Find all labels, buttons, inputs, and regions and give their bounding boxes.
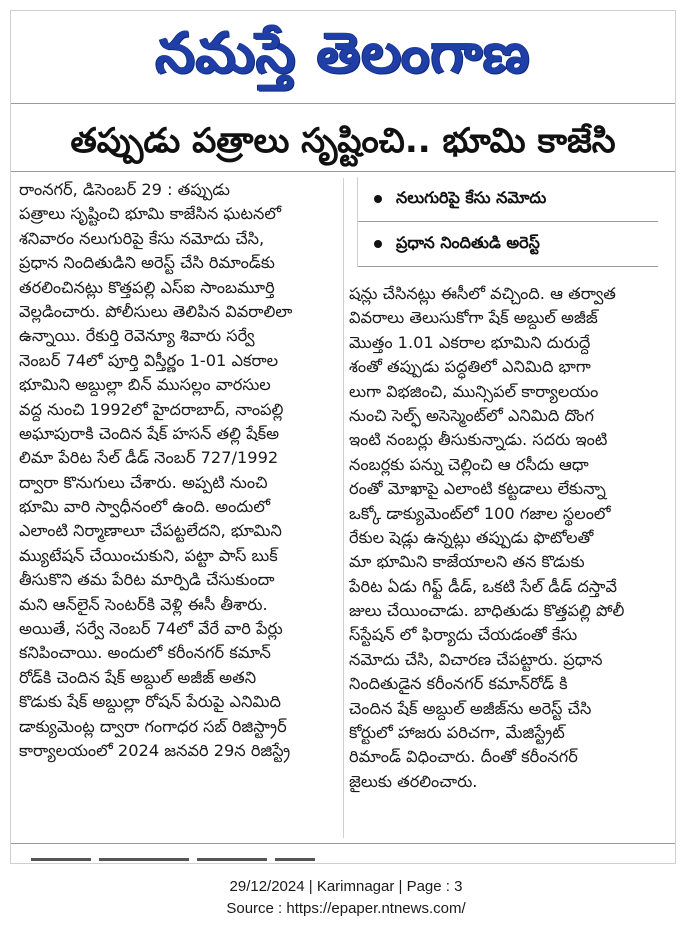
subhead-text: ప్రధాన నిందితుడి అరెస్ట్ xyxy=(396,232,540,252)
body-text-line: మని ఆన్‌లైన్ సెంటర్‌కి వెళ్లి ఈసీ తీశారు. xyxy=(19,594,268,614)
body-text-line: భూమి వారి స్వాధీనంలో ఉంది. అందులో xyxy=(19,497,271,517)
bullet-icon xyxy=(374,240,382,248)
body-text-line: ఉన్నాయి. రేకుర్తి రెవెన్యూ శివారు సర్వే xyxy=(19,326,255,346)
body-text-line: కార్యాలయంలో 2024 జనవరి 29న రిజిస్ట్రే xyxy=(19,740,291,760)
body-text-line: పేరిట ఏడు గిఫ్ట్ డీడ్, ఒకటి సేల్ డీడ్ దస్తావే xyxy=(349,576,617,596)
footer-dateline: 29/12/2024 | Karimnagar | Page : 3 xyxy=(229,878,463,895)
body-text-line: ఇంటి నంబర్లు తీసుకున్నాడు. సదరు ఇంటి xyxy=(349,430,608,450)
bullet-icon xyxy=(374,195,382,203)
body-text-line: షన్లు చేసినట్లు ఈసీలో వచ్చింది. ఆ తర్వాత xyxy=(349,284,616,303)
newspaper-clipping xyxy=(10,10,676,864)
body-text-line: చెందిన షేక్ అబ్దుల్ అజీజ్‌ను అరెస్ట్ చేసి xyxy=(349,698,592,718)
body-text-line: మా భూమిని కాజేయాలని తన కొడుకు xyxy=(349,552,585,572)
body-text-line: కోర్టులో హాజరు పరిచగా, మేజిస్ట్రేట్ xyxy=(349,723,565,743)
body-text-line: లిమా పేరిట సేల్ డీడ్ నెంబర్ 727/1992 xyxy=(19,448,279,468)
body-text-line: శనివారం నలుగురిపై కేసు నమోదు చేసి, xyxy=(19,228,265,248)
body-text-line: రోడ్‌కి చెందిన షేక్ అబ్దుల్ అజీజ్ అతని xyxy=(19,667,257,687)
headline-divider xyxy=(11,171,675,172)
body-text-line: ద్వారా కొనుగులు చేశారు. అప్పటి నుంచి xyxy=(19,472,268,492)
body-text-line: రంతో మోఖాపై ఎలాంటి కట్టడాలు లేకున్నా xyxy=(349,479,606,499)
body-text-line: మొత్తం 1.01 ఎకరాల భూమిని దురుద్దే xyxy=(349,332,591,352)
body-text-line: వెల్లడించారు. పోలీసులు తెలిపిన వివరాలిలా xyxy=(19,301,293,321)
body-text-line: భూమిని అబ్దుల్లా బిన్ ముసల్లం వారసుల xyxy=(19,375,271,395)
body-text-line: తీసుకొని తమ పేరిట మార్పిడి చేసుకుందా xyxy=(19,570,275,590)
body-text-line: మ్యుటేషన్ చేయించుకుని, పట్టా పాస్ బుక్ xyxy=(19,545,278,565)
body-text-line: రేకుల షెడ్లు ఉన్నట్లు తప్పుడు ఫొటోలతో xyxy=(349,527,594,547)
body-text-line: నెంబర్ 74లో పూర్తి విస్తీర్ణం 1-01 ఎకరాల xyxy=(19,350,279,370)
body-text-line: నంబర్లకు పన్ను చెల్లించి ఆ రసీదు ఆధా xyxy=(349,454,589,474)
body-text-line: రిమాండ్ విధించారు. దీంతో కరీంనగర్ xyxy=(349,747,578,767)
body-text-line: కనిపించాయి. అందులో కరీంనగర్ కమాన్ xyxy=(19,643,271,663)
body-text-line: అయితే, సర్వే నెంబర్ 74లో వేరే వారి పేర్లు xyxy=(19,619,283,639)
body-text-line: నుంచి సెల్ఫ్ అసెస్మెంట్‌లో ఎనిమిది దొంగ xyxy=(349,405,594,425)
subhead-item xyxy=(358,177,658,222)
article-headline: తప్పుడు పత్రాలు సృష్టించి.. భూమి కాజేసి xyxy=(70,121,616,161)
body-text-line: రాంనగర్, డిసెంబర్ 29 : తప్పుడు xyxy=(19,180,231,199)
body-text-line: జైలుకు తరలించారు. xyxy=(349,771,478,791)
body-text-line: పత్రాలు సృష్టించి భూమి కాజేసిన ఘటనలో xyxy=(19,204,282,224)
footer-source: Source : https://epaper.ntnews.com/ xyxy=(226,900,466,917)
article-body-right-column xyxy=(349,282,671,794)
subheads-box xyxy=(357,177,658,267)
article-body-left-column xyxy=(19,178,337,763)
body-text-line: లుగా విభజించి, మున్సిపల్ కార్యాలయం xyxy=(349,381,599,401)
body-text-line: ప్రధాన నిందితుడిని అరెస్ట్ చేసి రిమాండ్‌కు xyxy=(19,253,275,273)
body-text-line: స్‌స్టేషన్ లో ఫిర్యాదు చేయడంతో కేసు xyxy=(349,625,578,645)
cut-off-text-fragment xyxy=(31,849,331,861)
body-text-line: ఎలాంటి నిర్మాణాలూ చేపట్టలేదని, భూమిని xyxy=(19,521,282,541)
subhead-text: నలుగురిపై కేసు నమోదు xyxy=(396,187,547,207)
masthead-divider xyxy=(11,103,675,104)
body-text-line: నమోదు చేసి, విచారణ చేపట్టారు. ప్రధాన xyxy=(349,649,603,669)
body-text-line: ఒక్కో డాక్యుమెంట్‌లో 100 గజాల స్థలంలో xyxy=(349,503,611,523)
body-text-line: వివరాలు తెలుసుకోగా షేక్ అబ్దుల్ అజీజ్ xyxy=(349,308,598,328)
body-text-line: వద్ద నుంచి 1992లో హైదరాబాద్, నాంపల్లి xyxy=(19,399,284,419)
bottom-divider xyxy=(11,843,675,844)
column-rule xyxy=(343,178,344,838)
masthead-logo: నమస్తే తెలంగాణ xyxy=(155,21,531,86)
subhead-item xyxy=(358,222,658,267)
body-text-line: కొడుకు షేక్ అబ్దుల్లా రోషన్ పేరుపై ఎనిమిది xyxy=(19,692,281,712)
body-text-line: డాక్యుమెంట్ల ద్వారా గంగాధర సబ్ రిజిస్ట్రార్ xyxy=(19,716,287,736)
body-text-line: జులు చేయించాడు. బాధితుడు కొత్తపల్లి పోలీ xyxy=(349,601,625,621)
body-text-line: తరలించినట్లు కొత్తపల్లి ఎస్‌ఐ సాంబమూర్తి xyxy=(19,277,275,297)
body-text-line: నిందితుడైన కరీంనగర్ కమాన్‌రోడ్ కి xyxy=(349,674,568,694)
body-text-line: అఘాపురాకి చెందిన షేక్ హసన్ తల్లి షేక్‌అ xyxy=(19,423,280,443)
body-text-line: శంతో తప్పుడు పద్ధతిలో ఎనిమిది భాగా xyxy=(349,357,591,377)
